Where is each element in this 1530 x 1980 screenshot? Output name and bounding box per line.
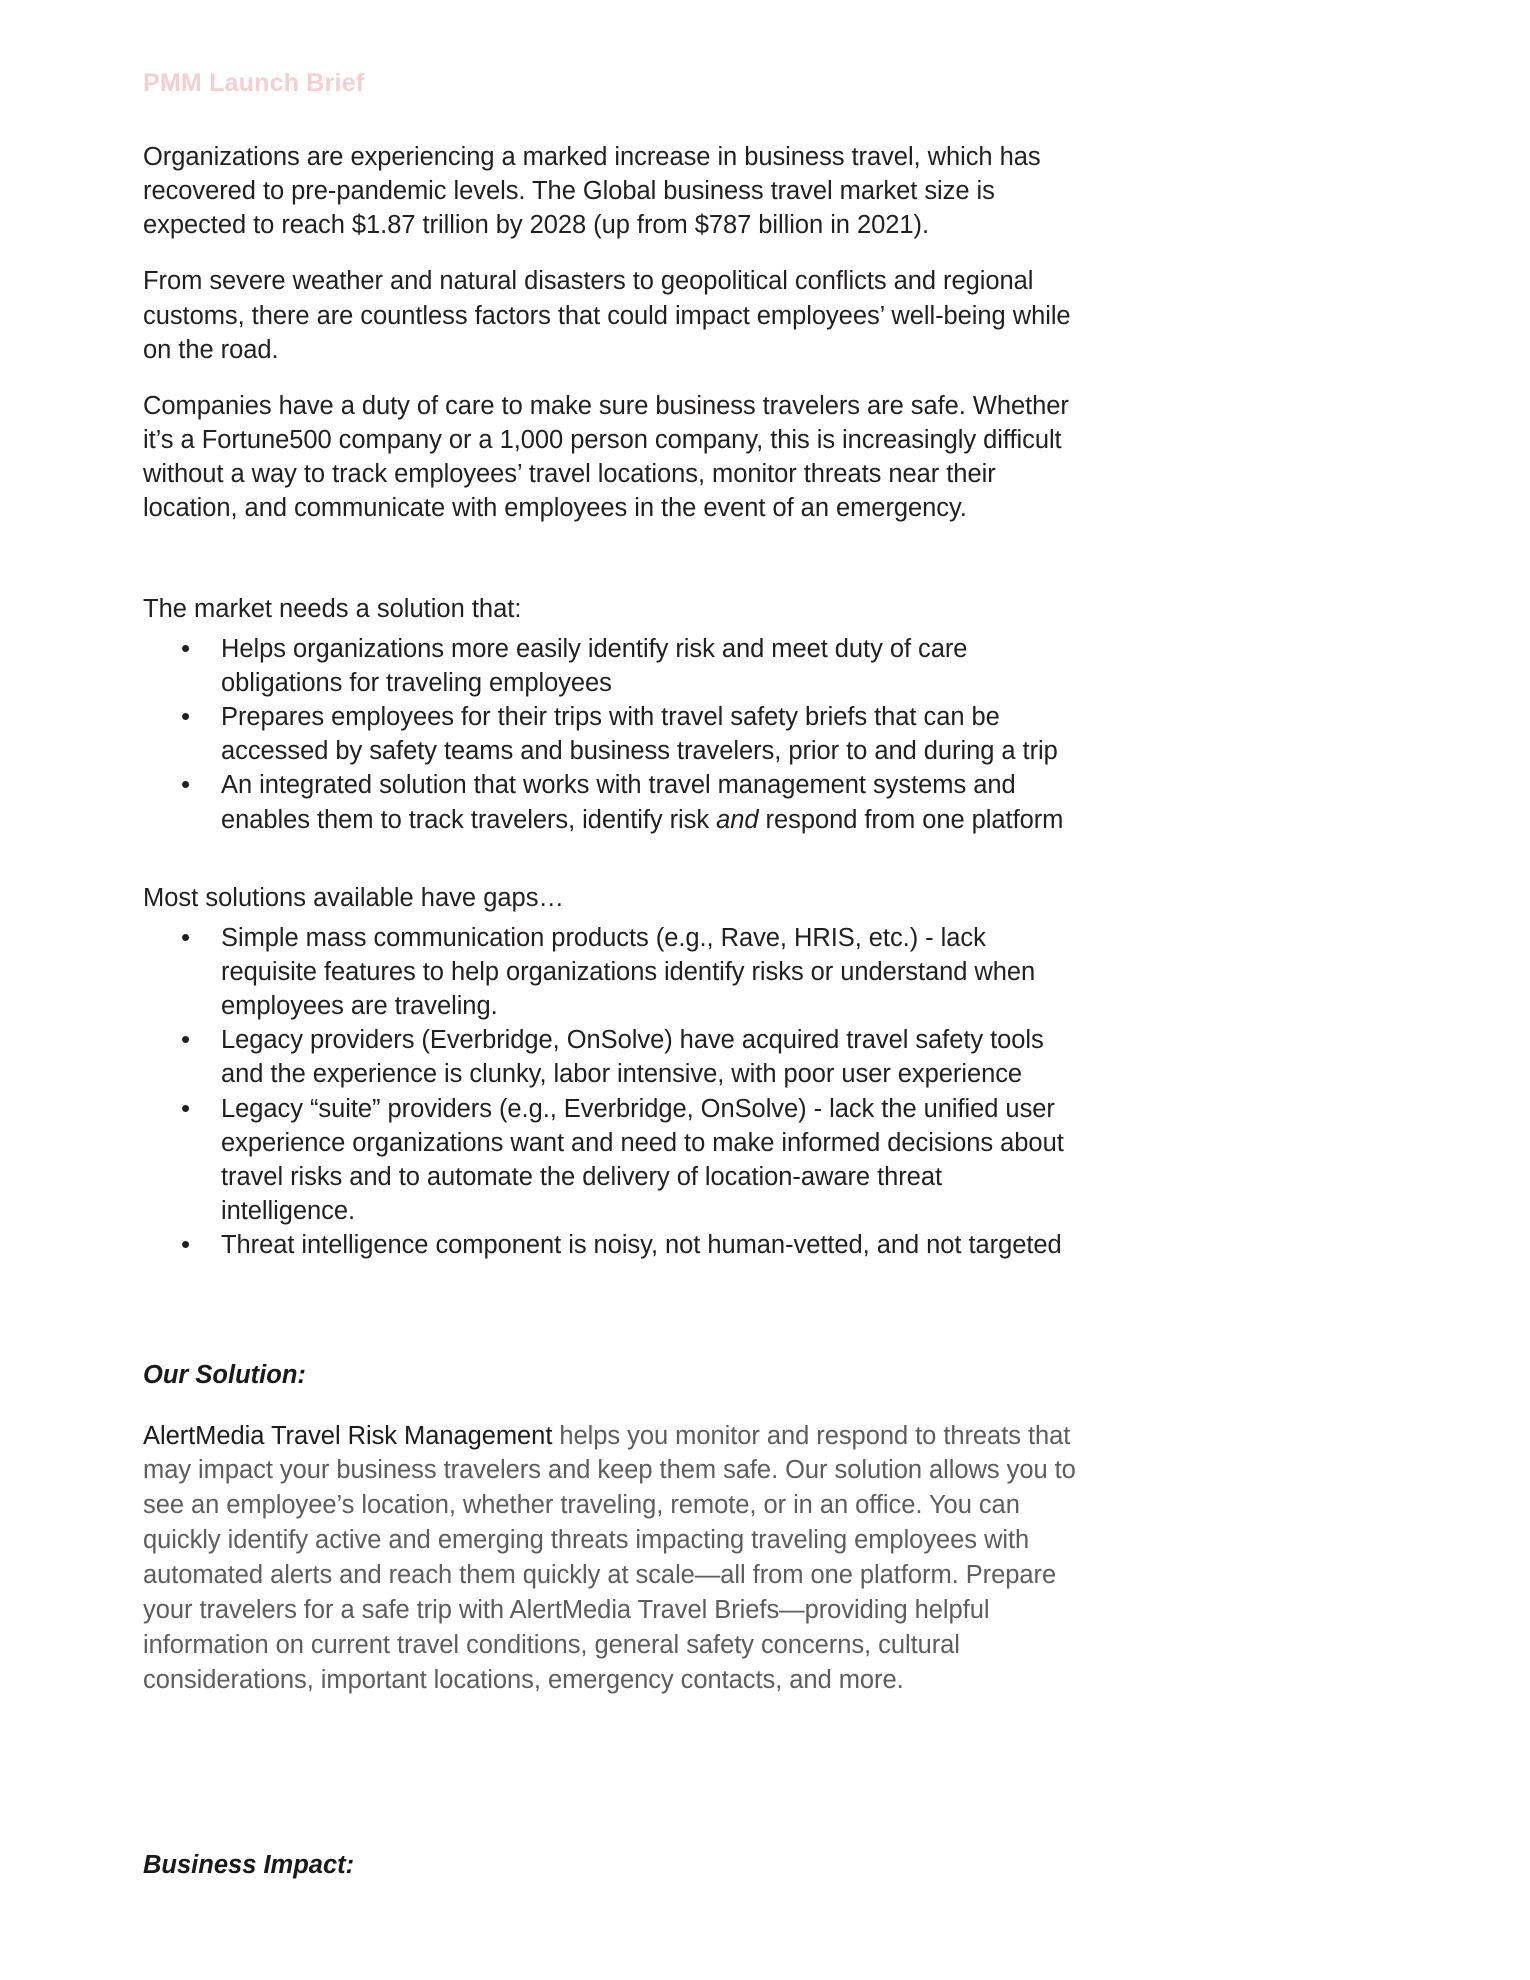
gaps-list bbox=[143, 921, 1078, 1263]
gaps-lead: Most solutions available have gaps… bbox=[143, 883, 564, 912]
spacer bbox=[143, 1393, 1078, 1419]
spacer bbox=[143, 837, 1078, 881]
list-item-text-part-1: An integrated solution that works with travel management systems and enables them to track travelers, identify risk bbox=[221, 771, 1016, 834]
document-header-title: PMM Launch Brief bbox=[143, 69, 365, 97]
list-item: • Legacy providers (Everbridge, OnSolve) have acquired travel safety tools and the experience is clunky, labor intensive, with poor user experience bbox=[143, 1023, 1078, 1091]
list-item-emphasis: and bbox=[716, 805, 759, 834]
paragraph-risk-factors: From severe weather and natural disasters to geopolitical conflicts and regional customs, there are countless factors that could impact employees’ well-being while on the road. bbox=[143, 267, 1071, 364]
list-item: • Simple mass communication products (e.g., Rave, HRIS, etc.) - lack requisite features to help organizations identify risks or understand when employees are traveling. bbox=[143, 921, 1078, 1023]
heading-our-solution: Our Solution: bbox=[143, 1361, 306, 1390]
list-item-text-part-2: respond from one platform bbox=[758, 805, 1064, 834]
list-item bbox=[143, 768, 1078, 836]
market-needs-list bbox=[143, 632, 1078, 837]
list-item: • Prepares employees for their trips with travel safety briefs that can be accessed by safety teams and business travelers, prior to and during a trip bbox=[143, 700, 1078, 768]
spacer bbox=[143, 548, 1078, 592]
spacer bbox=[143, 1698, 1078, 1848]
paragraph-duty-of-care: Companies have a duty of care to make sure business travelers are safe. Whether it’s a Fortune500 company or a 1,000 person company, this is increasingly difficult without a way to track employees’ travel locations, monitor threats near their location, and communicate with employees in the event of an emergency. bbox=[143, 391, 1069, 523]
product-name: AlertMedia Travel Risk Management bbox=[143, 1421, 553, 1450]
list-item: • Helps organizations more easily identify risk and meet duty of care obligations for traveling employees bbox=[143, 632, 1078, 700]
market-needs-lead: The market needs a solution that: bbox=[143, 594, 522, 623]
list-item: • Threat intelligence component is noisy, not human-vetted, and not targeted bbox=[143, 1228, 1078, 1262]
product-description: helps you monitor and respond to threats that may impact your business travelers and keep them safe. Our solution allows you to see an employee’s location, whether traveling, remote, or in an office. You can quickly identify active and emerging threats impacting traveling employees with automated alerts and reach them quickly at scale—all from one platform. Prepare your travelers for a safe trip with AlertMedia Travel Briefs—providing helpful information on current travel conditions, general safety concerns, cultural considerations, important locations, emergency contacts, and more. bbox=[143, 1421, 1076, 1694]
spacer bbox=[143, 1262, 1078, 1358]
paragraph-our-solution bbox=[143, 1419, 1078, 1698]
heading-business-impact: Business Impact: bbox=[143, 1850, 355, 1879]
paragraph-market-growth: Organizations are experiencing a marked increase in business travel, which has recovered to pre-pandemic levels. The Global business travel market size is expected to reach $1.87 trillion by 2028 (up from $787 billion in 2021). bbox=[143, 143, 1041, 240]
document-body bbox=[143, 140, 1078, 1882]
list-item: • Legacy “suite” providers (e.g., Everbridge, OnSolve) - lack the unified user experience organizations want and need to make informed decisions about travel risks and to automate the delivery of location-aware threat intelligence. bbox=[143, 1092, 1078, 1229]
